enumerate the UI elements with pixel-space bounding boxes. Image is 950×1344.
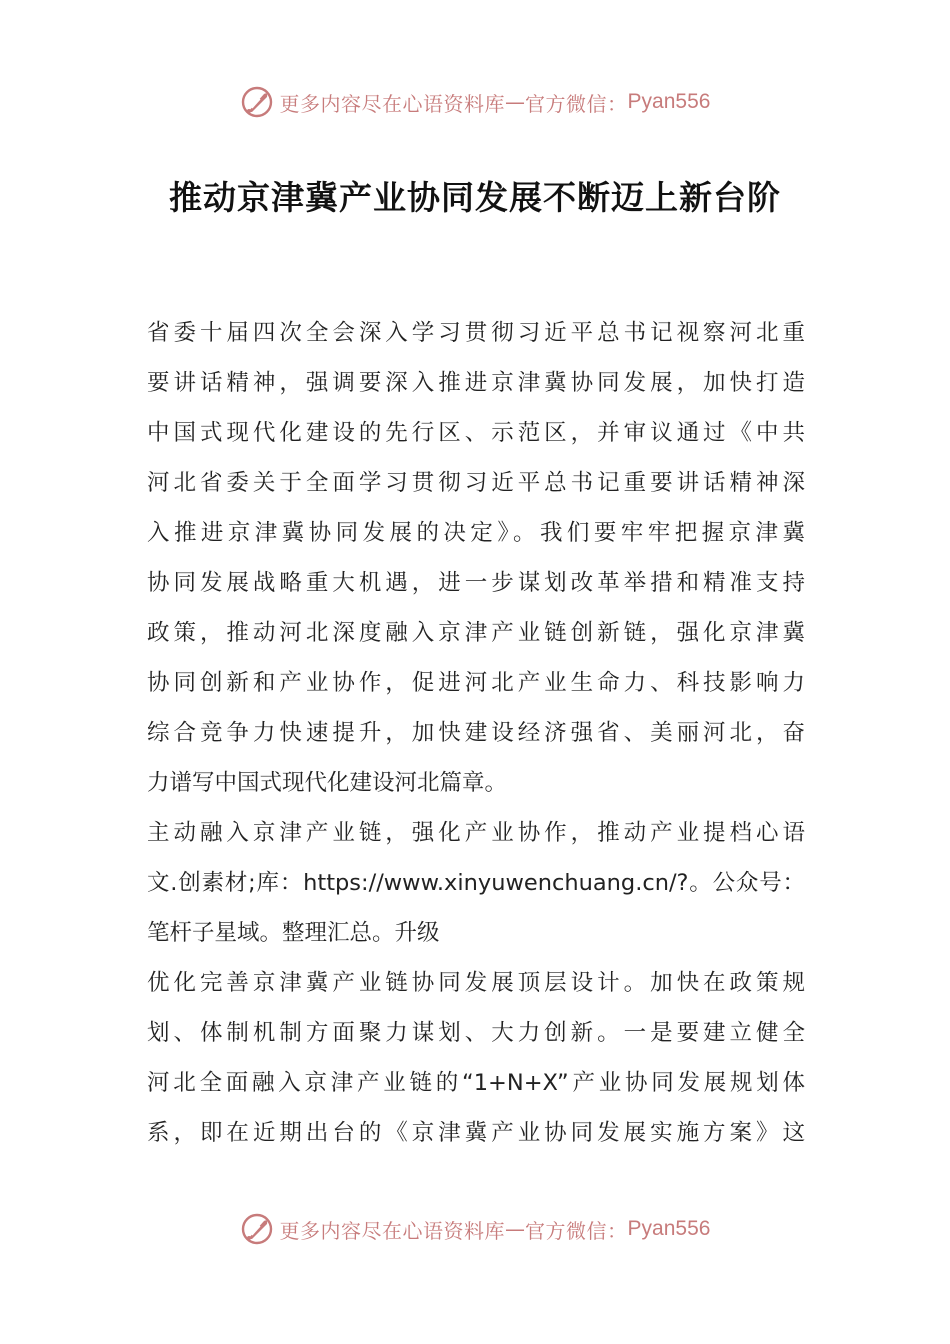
body-line: 综合竞争力快速提升，加快建设经济强省、美丽河北，奋 [147, 720, 805, 746]
body-line: 协同发展战略重大机遇，进一步谋划改革举措和精准支持 [147, 570, 805, 596]
banner-separator: — [505, 90, 526, 114]
body-line: 力谱写中国式现代化建设河北篇章。 [147, 770, 508, 796]
body-line: 协同创新和产业协作，促进河北产业生命力、科技影响力 [147, 670, 805, 696]
body-line: 系，即在近期出台的《京津冀产业协同发展实施方案》这 [147, 1120, 805, 1146]
document-title: 推动京津冀产业协同发展不断迈上新台阶 [169, 178, 781, 217]
body-line: 河北全面融入京津产业链的“1+N+X”产业协同发展规划体 [147, 1070, 805, 1096]
quill-pen-logo-icon [240, 1212, 274, 1246]
body-line: 中国式现代化建设的先行区、示范区，并审议通过《中共 [147, 420, 805, 446]
body-line: 要讲话精神，强调要深入推进京津冀协同发展，加快打造 [147, 370, 805, 396]
body-line: 优化完善京津冀产业链协同发展顶层设计。加快在政策规 [147, 970, 805, 996]
body-line: 省委十届四次全会深入学习贯彻习近平总书记视察河北重 [147, 320, 805, 346]
body-line-with-link: 文.创素材;库：https://www.xinyuwenchuang.cn/?。公众号： [147, 870, 805, 896]
body-line: 划、体制机制方面聚力谋划、大力创新。一是要建立健全 [147, 1020, 805, 1046]
banner-text: 更多内容尽在心语资料库 [279, 1218, 506, 1243]
banner-wechat-id: Pyan556 [627, 1217, 711, 1240]
banner-label: 官方微信： [525, 91, 628, 116]
body-line: 河北省委关于全面学习贯彻习近平总书记重要讲话精神深 [147, 470, 805, 496]
banner-separator: — [505, 1217, 526, 1241]
banner-wechat-id: Pyan556 [627, 90, 711, 113]
body-line: 主动融入京津产业链，强化产业协作，推动产业提档心语 [147, 820, 805, 846]
body-line: 入推进京津冀协同发展的决定》。我们要牢牢把握京津冀 [147, 520, 805, 546]
footer-watermark-banner [0, 1209, 950, 1249]
header-watermark-banner [0, 82, 950, 122]
banner-text: 更多内容尽在心语资料库 [279, 91, 506, 116]
document-body [147, 308, 805, 1158]
body-line: 政策，推动河北深度融入京津产业链创新链，强化京津冀 [147, 620, 805, 646]
body-line: 笔杆子星域。整理汇总。升级 [147, 920, 440, 946]
quill-pen-logo-icon [240, 85, 274, 119]
banner-label: 官方微信： [525, 1218, 628, 1243]
